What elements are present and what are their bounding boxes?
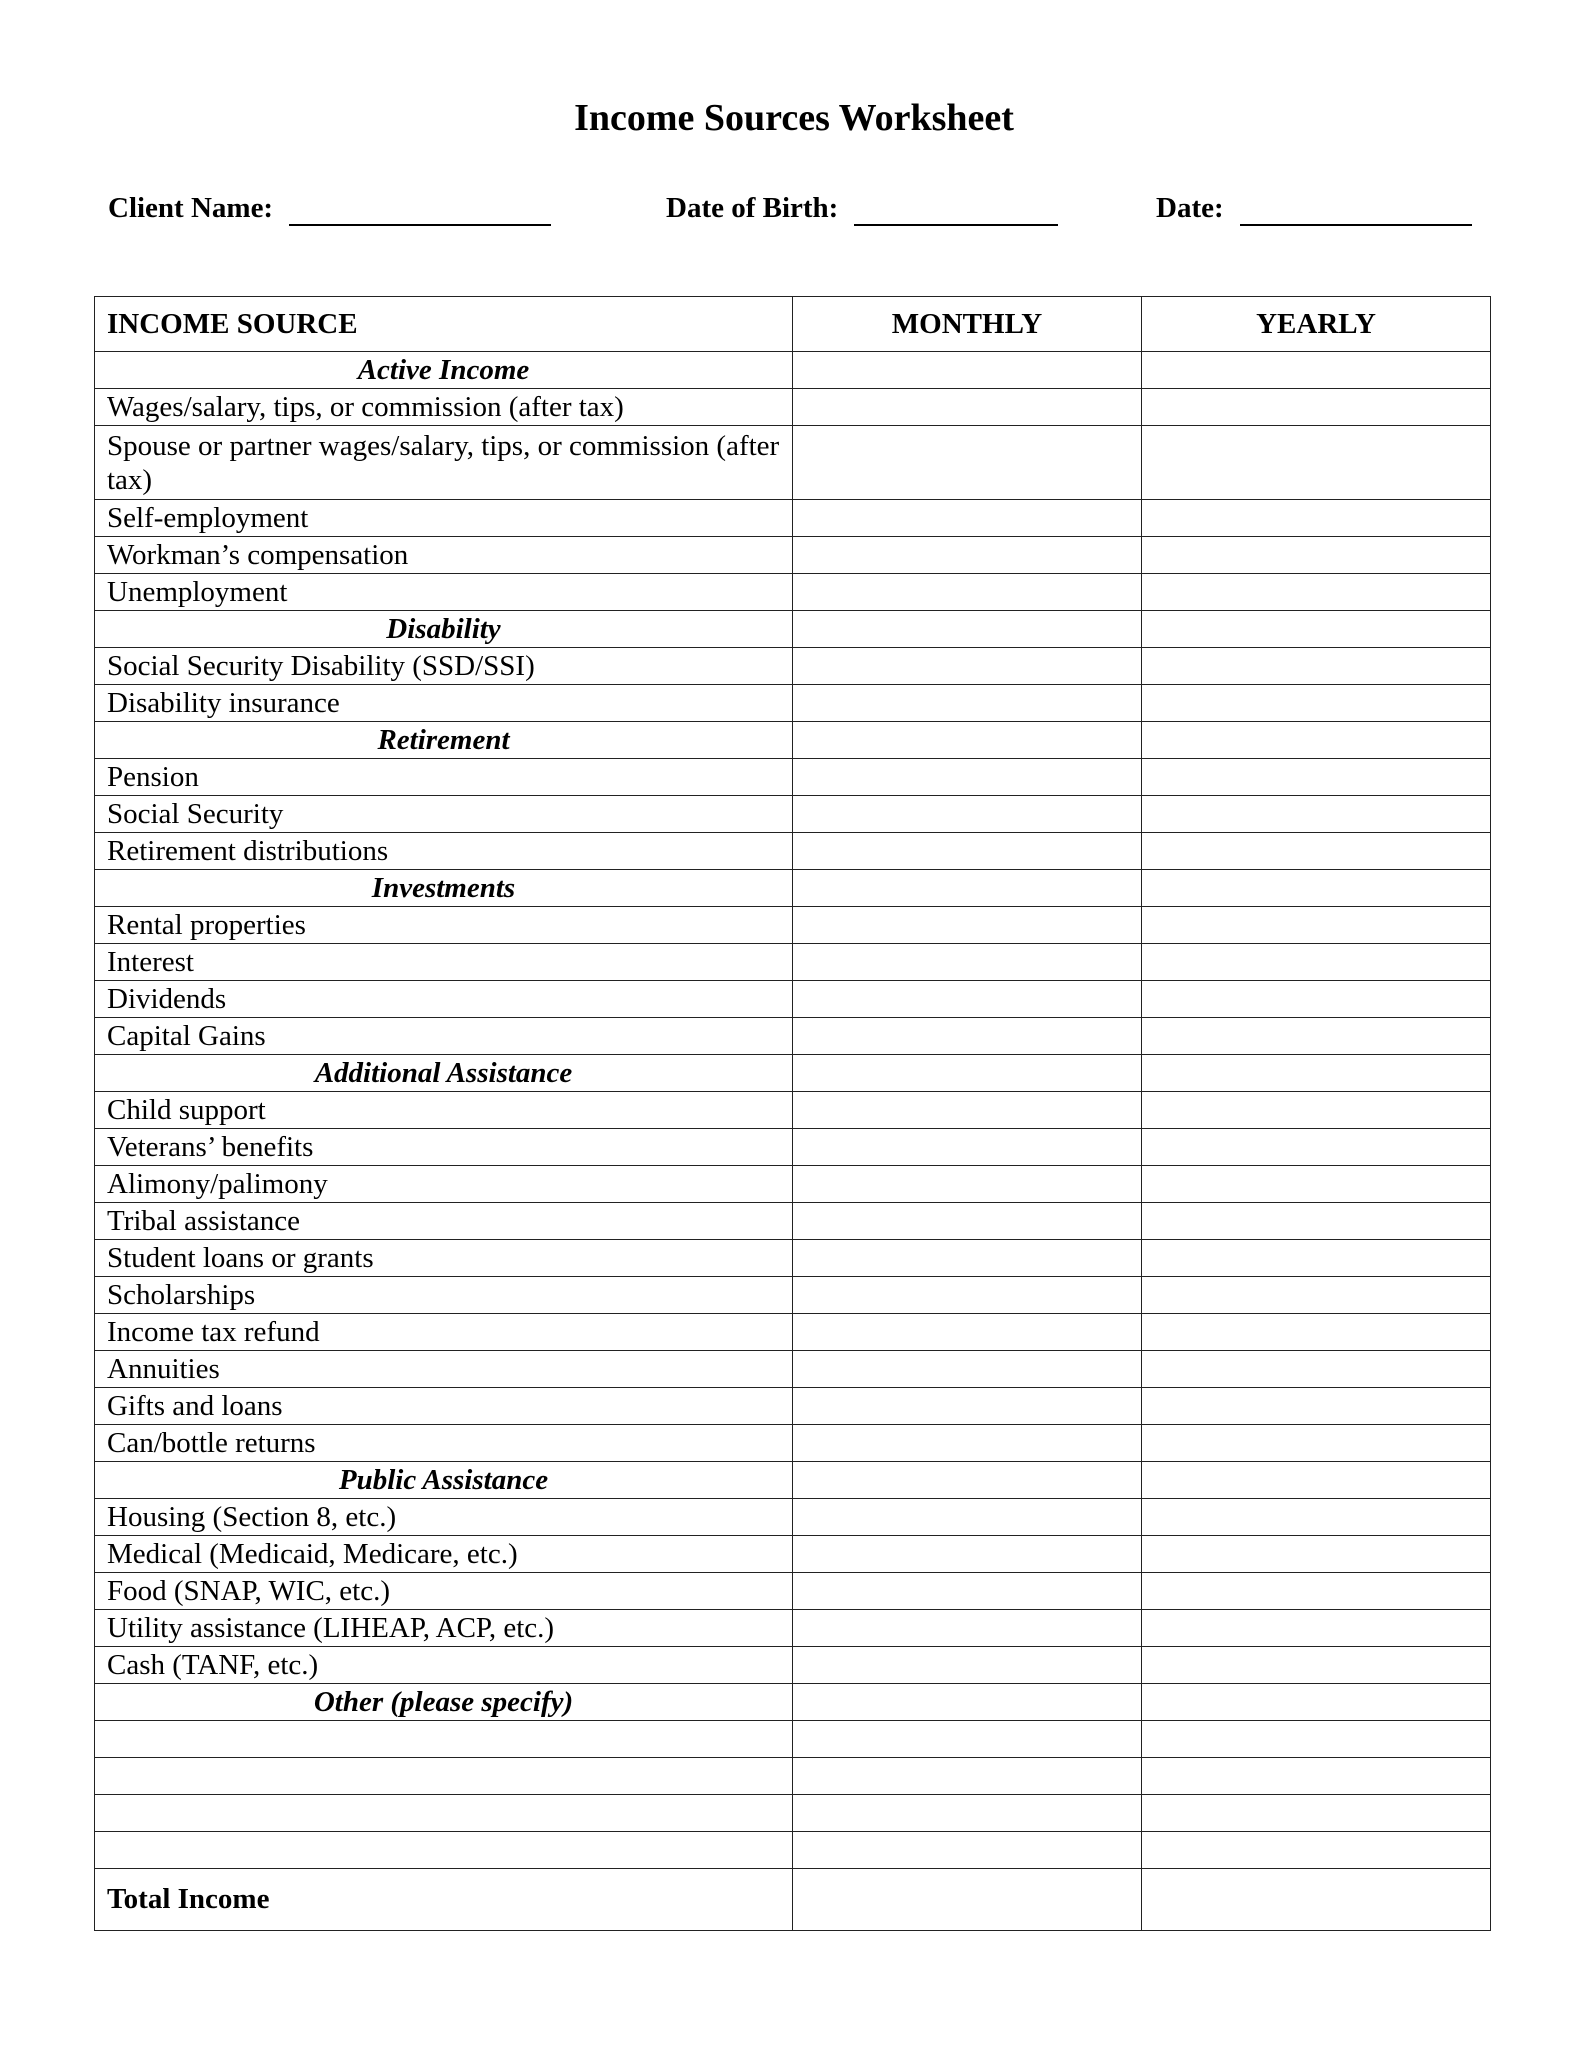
yearly-cell[interactable] <box>1142 648 1491 685</box>
income-source-label: Housing (Section 8, etc.) <box>95 1499 793 1536</box>
table-row <box>95 1499 1491 1536</box>
blank-row <box>95 1721 1491 1758</box>
table-row <box>95 426 1491 500</box>
yearly-cell[interactable] <box>1142 1277 1491 1314</box>
other-source-cell[interactable] <box>95 1758 793 1795</box>
monthly-cell[interactable] <box>793 1166 1142 1203</box>
section-row <box>95 870 1491 907</box>
monthly-cell[interactable] <box>793 1536 1142 1573</box>
client-name-blank[interactable] <box>289 194 551 226</box>
table-row <box>95 1425 1491 1462</box>
monthly-cell[interactable] <box>793 1129 1142 1166</box>
section-row <box>95 1462 1491 1499</box>
income-source-label: Child support <box>95 1092 793 1129</box>
blank-row <box>95 1832 1491 1869</box>
yearly-cell[interactable] <box>1142 352 1491 389</box>
section-row <box>95 1684 1491 1721</box>
monthly-cell[interactable] <box>793 500 1142 537</box>
table-row <box>95 1388 1491 1425</box>
client-name-field[interactable] <box>108 190 551 226</box>
income-source-label: Unemployment <box>95 574 793 611</box>
income-source-label: Income tax refund <box>95 1314 793 1351</box>
yearly-cell[interactable] <box>1142 1425 1491 1462</box>
yearly-cell[interactable] <box>1142 611 1491 648</box>
yearly-cell[interactable] <box>1142 389 1491 426</box>
monthly-cell[interactable] <box>793 1388 1142 1425</box>
monthly-cell[interactable] <box>793 1018 1142 1055</box>
table-row <box>95 1203 1491 1240</box>
section-heading: Active Income <box>95 352 793 389</box>
table-row <box>95 759 1491 796</box>
section-heading: Retirement <box>95 722 793 759</box>
table-row <box>95 500 1491 537</box>
date-of-birth-field[interactable] <box>666 190 1058 226</box>
monthly-cell[interactable] <box>793 1240 1142 1277</box>
date-of-birth-blank[interactable] <box>854 194 1058 226</box>
monthly-cell[interactable] <box>793 1462 1142 1499</box>
income-source-label: Social Security Disability (SSD/SSI) <box>95 648 793 685</box>
monthly-cell[interactable] <box>793 1203 1142 1240</box>
monthly-cell[interactable] <box>793 611 1142 648</box>
monthly-cell[interactable] <box>793 907 1142 944</box>
yearly-cell[interactable] <box>1142 833 1491 870</box>
section-heading: Disability <box>95 611 793 648</box>
date-field[interactable] <box>1156 190 1472 226</box>
monthly-cell[interactable] <box>793 389 1142 426</box>
table-row <box>95 389 1491 426</box>
monthly-cell[interactable] <box>793 1425 1142 1462</box>
income-source-label: Veterans’ benefits <box>95 1129 793 1166</box>
table-row <box>95 1351 1491 1388</box>
yearly-cell[interactable] <box>1142 1758 1491 1795</box>
yearly-cell[interactable] <box>1142 1536 1491 1573</box>
income-source-label: Scholarships <box>95 1277 793 1314</box>
monthly-cell[interactable] <box>793 722 1142 759</box>
yearly-cell[interactable] <box>1142 1684 1491 1721</box>
total-monthly-cell[interactable] <box>793 1869 1142 1931</box>
yearly-cell[interactable] <box>1142 1573 1491 1610</box>
yearly-header: YEARLY <box>1142 297 1491 352</box>
income-source-label: Can/bottle returns <box>95 1425 793 1462</box>
income-source-label: Self-employment <box>95 500 793 537</box>
other-source-cell[interactable] <box>95 1721 793 1758</box>
date-label: Date: <box>1156 192 1224 224</box>
table-header-row <box>95 297 1491 352</box>
monthly-cell[interactable] <box>793 1092 1142 1129</box>
monthly-cell[interactable] <box>793 1832 1142 1869</box>
table-row <box>95 1314 1491 1351</box>
income-source-label: Wages/salary, tips, or commission (after tax) <box>95 389 793 426</box>
yearly-cell[interactable] <box>1142 1388 1491 1425</box>
section-row <box>95 611 1491 648</box>
monthly-cell[interactable] <box>793 352 1142 389</box>
income-source-label: Interest <box>95 944 793 981</box>
monthly-cell[interactable] <box>793 685 1142 722</box>
section-heading: Other (please specify) <box>95 1684 793 1721</box>
monthly-cell[interactable] <box>793 648 1142 685</box>
monthly-cell[interactable] <box>793 1610 1142 1647</box>
income-source-label: Student loans or grants <box>95 1240 793 1277</box>
table-row <box>95 1610 1491 1647</box>
monthly-cell[interactable] <box>793 1758 1142 1795</box>
section-row <box>95 722 1491 759</box>
client-name-label: Client Name: <box>108 192 274 224</box>
income-source-label: Spouse or partner wages/salary, tips, or commission (after tax) <box>95 426 793 500</box>
monthly-cell[interactable] <box>793 574 1142 611</box>
monthly-cell[interactable] <box>793 537 1142 574</box>
yearly-cell[interactable] <box>1142 500 1491 537</box>
monthly-header: MONTHLY <box>793 297 1142 352</box>
yearly-cell[interactable] <box>1142 796 1491 833</box>
yearly-cell[interactable] <box>1142 1351 1491 1388</box>
income-source-label: Retirement distributions <box>95 833 793 870</box>
yearly-cell[interactable] <box>1142 1203 1491 1240</box>
yearly-cell[interactable] <box>1142 981 1491 1018</box>
table-row <box>95 1166 1491 1203</box>
monthly-cell[interactable] <box>793 1647 1142 1684</box>
monthly-cell[interactable] <box>793 981 1142 1018</box>
table-row <box>95 981 1491 1018</box>
monthly-cell[interactable] <box>793 1499 1142 1536</box>
income-source-label: Dividends <box>95 981 793 1018</box>
date-blank[interactable] <box>1240 194 1472 226</box>
income-source-label: Gifts and loans <box>95 1388 793 1425</box>
table-row <box>95 1277 1491 1314</box>
monthly-cell[interactable] <box>793 1684 1142 1721</box>
income-source-label: Utility assistance (LIHEAP, ACP, etc.) <box>95 1610 793 1647</box>
income-table <box>94 296 1491 1931</box>
table-row <box>95 907 1491 944</box>
table-row <box>95 1536 1491 1573</box>
table-row <box>95 944 1491 981</box>
table-row <box>95 1129 1491 1166</box>
yearly-cell[interactable] <box>1142 1610 1491 1647</box>
yearly-cell[interactable] <box>1142 722 1491 759</box>
yearly-cell[interactable] <box>1142 574 1491 611</box>
section-row <box>95 352 1491 389</box>
monthly-cell[interactable] <box>793 1314 1142 1351</box>
other-source-cell[interactable] <box>95 1795 793 1832</box>
monthly-cell[interactable] <box>793 944 1142 981</box>
monthly-cell[interactable] <box>793 1351 1142 1388</box>
blank-row <box>95 1758 1491 1795</box>
income-source-label: Disability insurance <box>95 685 793 722</box>
monthly-cell[interactable] <box>793 1573 1142 1610</box>
yearly-cell[interactable] <box>1142 759 1491 796</box>
table-body <box>95 352 1491 1869</box>
yearly-cell[interactable] <box>1142 1240 1491 1277</box>
yearly-cell[interactable] <box>1142 944 1491 981</box>
income-source-label: Cash (TANF, etc.) <box>95 1647 793 1684</box>
yearly-cell[interactable] <box>1142 870 1491 907</box>
yearly-cell[interactable] <box>1142 1018 1491 1055</box>
monthly-cell[interactable] <box>793 1721 1142 1758</box>
yearly-cell[interactable] <box>1142 1092 1491 1129</box>
yearly-cell[interactable] <box>1142 1462 1491 1499</box>
section-row <box>95 1055 1491 1092</box>
page-title: Income Sources Worksheet <box>574 97 1014 139</box>
date-of-birth-label: Date of Birth: <box>666 192 839 224</box>
table-row <box>95 1647 1491 1684</box>
table-row <box>95 1018 1491 1055</box>
yearly-cell[interactable] <box>1142 1129 1491 1166</box>
total-income-row <box>95 1869 1491 1931</box>
income-source-label: Alimony/palimony <box>95 1166 793 1203</box>
income-source-label: Food (SNAP, WIC, etc.) <box>95 1573 793 1610</box>
yearly-cell[interactable] <box>1142 1795 1491 1832</box>
table-row <box>95 833 1491 870</box>
monthly-cell[interactable] <box>793 1277 1142 1314</box>
income-source-label: Social Security <box>95 796 793 833</box>
monthly-cell[interactable] <box>793 870 1142 907</box>
table-row <box>95 648 1491 685</box>
income-source-label: Rental properties <box>95 907 793 944</box>
monthly-cell[interactable] <box>793 426 1142 500</box>
table-row <box>95 796 1491 833</box>
yearly-cell[interactable] <box>1142 1832 1491 1869</box>
table-row <box>95 574 1491 611</box>
section-heading: Public Assistance <box>95 1462 793 1499</box>
table-row <box>95 1573 1491 1610</box>
other-source-cell[interactable] <box>95 1832 793 1869</box>
table-row <box>95 685 1491 722</box>
income-source-label: Tribal assistance <box>95 1203 793 1240</box>
monthly-cell[interactable] <box>793 833 1142 870</box>
income-source-label: Annuities <box>95 1351 793 1388</box>
yearly-cell[interactable] <box>1142 685 1491 722</box>
total-yearly-cell[interactable] <box>1142 1869 1491 1931</box>
table-row <box>95 537 1491 574</box>
monthly-cell[interactable] <box>793 1795 1142 1832</box>
income-source-label: Pension <box>95 759 793 796</box>
header-fields <box>108 190 1488 230</box>
table-row <box>95 1240 1491 1277</box>
income-source-label: Workman’s compensation <box>95 537 793 574</box>
blank-row <box>95 1795 1491 1832</box>
yearly-cell[interactable] <box>1142 537 1491 574</box>
section-heading: Additional Assistance <box>95 1055 793 1092</box>
monthly-cell[interactable] <box>793 1055 1142 1092</box>
income-source-header: INCOME SOURCE <box>95 297 793 352</box>
income-source-label: Medical (Medicaid, Medicare, etc.) <box>95 1536 793 1573</box>
yearly-cell[interactable] <box>1142 426 1491 500</box>
monthly-cell[interactable] <box>793 759 1142 796</box>
yearly-cell[interactable] <box>1142 1499 1491 1536</box>
yearly-cell[interactable] <box>1142 1314 1491 1351</box>
yearly-cell[interactable] <box>1142 1721 1491 1758</box>
yearly-cell[interactable] <box>1142 1647 1491 1684</box>
yearly-cell[interactable] <box>1142 907 1491 944</box>
total-income-label: Total Income <box>95 1869 793 1931</box>
yearly-cell[interactable] <box>1142 1166 1491 1203</box>
yearly-cell[interactable] <box>1142 1055 1491 1092</box>
monthly-cell[interactable] <box>793 796 1142 833</box>
section-heading: Investments <box>95 870 793 907</box>
income-source-label: Capital Gains <box>95 1018 793 1055</box>
table-row <box>95 1092 1491 1129</box>
